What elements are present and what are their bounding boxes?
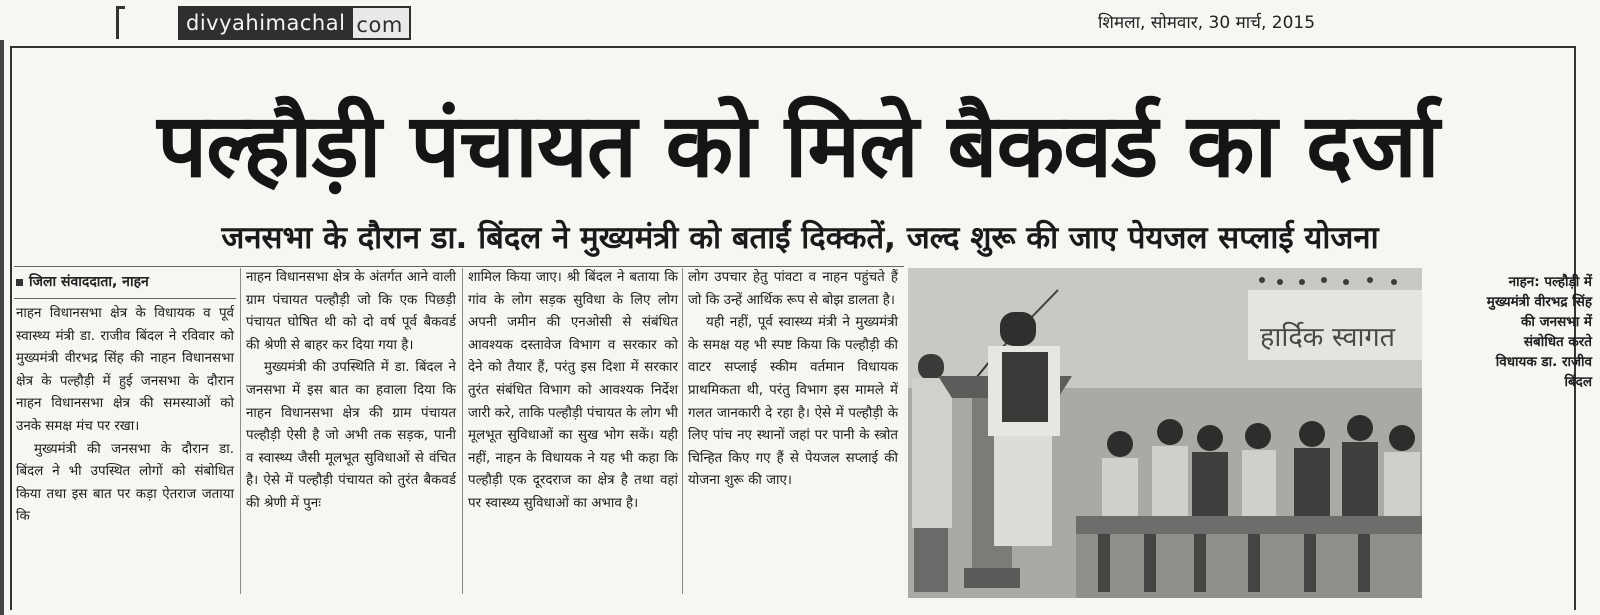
- column-divider: [682, 268, 683, 594]
- caption-line: संबोधित करते: [1523, 334, 1592, 350]
- banner-text: हार्दिक स्वागत: [1260, 322, 1396, 353]
- article-column-4: [688, 267, 898, 493]
- subheadline: जनसभा के दौरान डा. बिंदल ने मुख्यमंत्री को बताईं दिक्कतें, जल्द शुरू की जाए पेयजल सप्लाई योजना: [221, 220, 1379, 256]
- caption-line: विधायक डा. राजीव: [1495, 354, 1592, 370]
- caption-line: बिंदल: [1564, 374, 1592, 390]
- byline-text: जिला संवाददाता, नाहन: [29, 274, 149, 290]
- byline: [16, 272, 238, 296]
- corner-mark: [116, 6, 125, 39]
- caption-line: मुख्यमंत्री वीरभद्र सिंह: [1486, 294, 1592, 310]
- brand-name: divyahimachal: [178, 6, 353, 40]
- paragraph: मुख्यमंत्री की जनसभा के दौरान डा. बिंदल ने भी उपस्थित लोगों को संबोधित किया तथा इस बात पर कड़ा ऐतराज जताया कि: [16, 441, 234, 525]
- divider-under-byline: [14, 298, 236, 299]
- paragraph: शामिल किया जाए। श्री बिंदल ने बताया कि गांव के लोग सड़क सुविधा के लिए लोग अपनी जमीन की एनओसी से संबंधित आवश्यक दस्तावेज विभाग व सरकार को देने को तैयार हैं, परंतु इस दिशा में सरकार तुरंत संबंधित विभाग को आवश्यक निर्देश जारी करे, ताकि पल्हौड़ी पंचायत के लोग भी मूलभूत सुविधाओं का सुख भोग सकें। यही नहीं, नाहन के विधायक ने यह भी कहा कि पल्हौड़ी एक दूरदराज का क्षेत्र है तथा वहां पर स्वास्थ्य सुविधाओं का अभाव है।: [468, 270, 678, 511]
- brand-logo: [178, 6, 411, 40]
- masthead: [0, 0, 1600, 48]
- paragraph: नाहन विधानसभा क्षेत्र के अंतर्गत आने वाली ग्राम पंचायत पल्हौड़ी जो कि एक पिछड़ी पंचायत घोषित थी को दो वर्ष पूर्व बैकवर्ड की श्रेणी से बाहर कर दिया गया है।: [246, 270, 456, 353]
- headline: पल्हौड़ी पंचायत को मिले बैकवर्ड का दर्जा: [157, 94, 1439, 197]
- paragraph: यही नहीं, पूर्व स्वास्थ्य मंत्री ने मुख्यमंत्री के समक्ष यह भी स्पष्ट किया कि पल्हौड़ी की वाटर सप्लाई स्कीम वर्तमान विधायक प्राथमिकता थी, परंतु विभाग इस मामले में गलत जानकारी दे रहा है। ऐसे में पल्हौड़ी के लिए पांच नए स्थानों जहां पर पानी के स्त्रोत चिन्हित किए गए हैं से पेयजल सप्लाई की योजना शुरू की जाए।: [688, 315, 898, 489]
- paragraph: नाहन विधानसभा क्षेत्र के विधायक व पूर्व स्वास्थ्य मंत्री डा. राजीव बिंदल ने रविवार को मुख्यमंत्री वीरभद्र सिंह की नाहन विधानसभा क्षेत्र के पल्हौड़ी में हुई जनसभा के दौरान नाहन विधानसभा क्षेत्र की समस्याओं को उनके समक्ष मंच पर रखा।: [16, 306, 234, 434]
- paragraph: मुख्यमंत्री की उपस्थिति में डा. बिंदल ने जनसभा में इस बात का हवाला दिया कि नाहन विधानसभा क्षेत्र की ग्राम पंचायत पल्हौड़ी ऐसी है जो अभी तक सड़क, पानी व स्वास्थ्य जैसी मूलभूत सुविधाओं से वंचित है। ऐसे में पल्हौड़ी पंचायत को तुरंत बैकवर्ड की श्रेणी में पुनः: [246, 360, 456, 511]
- paragraph: लोग उपचार हेतु पांवटा व नाहन पहुंचते हैं जो कि उन्हें आर्थिक रूप से बोझ डालता है।: [688, 270, 898, 308]
- news-photo: [908, 268, 1422, 598]
- clipping-edge: [0, 40, 4, 615]
- column-divider: [240, 268, 241, 594]
- column-divider: [462, 268, 463, 594]
- article-column-2: [246, 267, 456, 516]
- caption-line: की जनसभा में: [1521, 314, 1592, 330]
- dateline: शिमला, सोमवार, 30 मार्च, 2015: [1098, 13, 1316, 33]
- photo-illustration: [908, 268, 1422, 598]
- photo-caption: [1428, 272, 1592, 392]
- article-column-1: [16, 303, 234, 529]
- caption-line: नाहन: पल्हौड़ी में: [1508, 274, 1592, 290]
- brand-tld: com: [353, 6, 410, 40]
- byline-bullet-icon: [16, 279, 23, 286]
- article-column-3: [468, 267, 678, 516]
